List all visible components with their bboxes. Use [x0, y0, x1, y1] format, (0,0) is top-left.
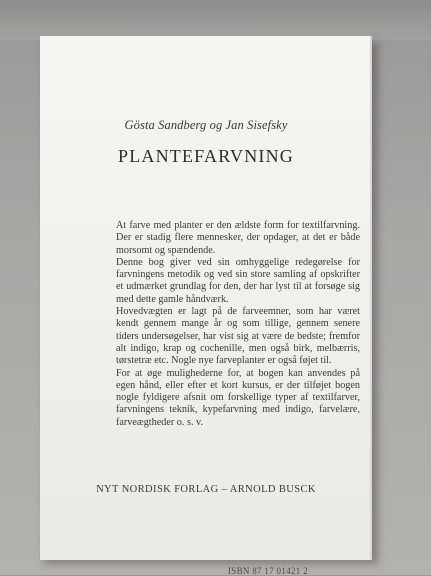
book-title: PLANTEFARVNING	[117, 146, 295, 166]
book-authors: Gösta Sandberg og Jan Sisefsky	[124, 118, 288, 132]
book-description	[116, 220, 360, 429]
description-paragraph-1: At farve med planter er den ældste form for textilfarvning. Der er stadig flere mennesker, der opdager, at det er både morsomt og spændende.	[116, 220, 360, 256]
description-paragraph-2: Denne bog giver ved sin omhyggelige redegørelse for farvningens metodik og ved sin store samling af opskrifter et udmærket grundlag for den, der har lyst til at forsøge sig med dette gamle håndværk.	[116, 256, 360, 305]
book-isbn: ISBN 87 17 01421 2	[228, 566, 308, 576]
book-back-cover	[40, 36, 372, 576]
description-paragraph-3: Hovedvægten er lagt på de farveemner, som har været kendt gennem mange år og som tillige, gennem senere tiders undersøgelser, har vist sig at være de bedste; fremfor alt indigo, krap og cochenille, men også birk, melbærris, tørstetræ etc. Nogle nye farveplanter er også føjet til.	[116, 306, 360, 367]
book-publisher: NYT NORDISK FORLAG – ARNOLD BUSCK	[96, 484, 316, 495]
description-paragraph-4: For at øge mulighederne for, at bogen kan anvendes på egen hånd, eller efter et kort kursus, er der tilføjet bogen nogle fyldigere afsnit om forskellige typer af textilfarver, farvningens teknik, kypefarvning med indigo, farvelære, farveægtheder o. s. v.	[116, 367, 360, 428]
background-surface	[0, 0, 431, 40]
